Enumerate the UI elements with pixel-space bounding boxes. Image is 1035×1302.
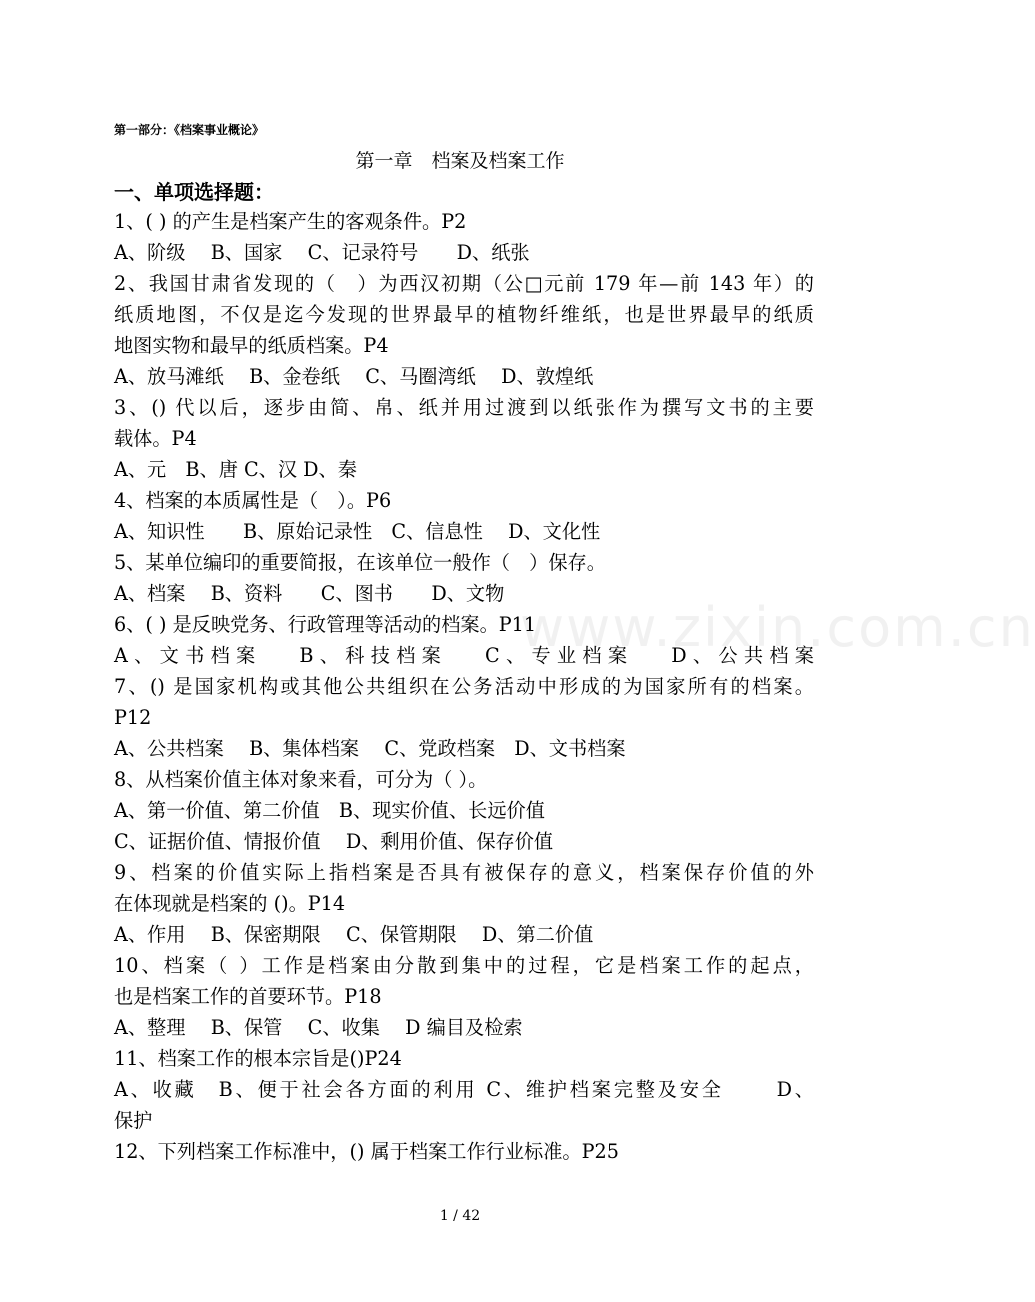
text-line: 保护 bbox=[114, 1109, 153, 1132]
text-line: A、整理 B、保管 C、收集 D 编目及检索 bbox=[114, 1016, 523, 1039]
part-heading: 第一部分：《档案事业概论》 bbox=[114, 123, 265, 137]
text-line: 2、我国甘肃省发现的（ ）为西汉初期（公□元前 179 年—前 143 年）的 bbox=[114, 272, 814, 295]
text-line: C、证据价值、情报价值 D、剩用价值、保存价值 bbox=[114, 830, 554, 853]
text-line: A、放马滩纸 B、金卷纸 C、马圈湾纸 D、敦煌纸 bbox=[114, 365, 594, 388]
text-line: A、档案 B、资料 C、图书 D、文物 bbox=[114, 582, 505, 605]
text-line: 12、下列档案工作标准中，() 属于档案工作行业标准。P25 bbox=[114, 1140, 619, 1163]
text-line: 1、( ) 的产生是档案产生的客观条件。P2 bbox=[114, 210, 467, 233]
text-line: A、阶级 B、国家 C、记录符号 D、纸张 bbox=[114, 241, 530, 264]
text-line: 7、() 是国家机构或其他公共组织在公务活动中形成的为国家所有的档案。 bbox=[114, 675, 814, 698]
chapter-title: 第一章 档案及档案工作 bbox=[355, 150, 565, 172]
text-line: 在体现就是档案的 ()。P14 bbox=[114, 892, 346, 915]
text-line: 地图实物和最早的纸质档案。P4 bbox=[114, 334, 389, 357]
text-line: 纸质地图，不仅是迄今发现的世界最早的植物纤维纸，也是世界最早的纸质 bbox=[114, 303, 814, 326]
text-line: 载体。P4 bbox=[114, 427, 197, 450]
text-line: A、第一价值、第二价值 B、现实价值、长远价值 bbox=[114, 799, 545, 822]
text-line: A、文书档案 B、科技档案 C、专业档案 D、公共档案 bbox=[114, 644, 814, 667]
section-heading: 一、单项选择题： bbox=[114, 180, 274, 204]
text-line: A、收藏 B、便于社会各方面的利用 C、维护档案完整及安全 D、 bbox=[114, 1078, 814, 1101]
text-line: 6、( ) 是反映党务、行政管理等活动的档案。P11 bbox=[114, 613, 537, 636]
text-line: P12 bbox=[114, 706, 152, 729]
text-line: 8、从档案价值主体对象来看，可分为（ ）。 bbox=[114, 768, 488, 791]
text-line: 9、档案的价值实际上指档案是否具有被保存的意义，档案保存价值的外 bbox=[114, 861, 814, 884]
question-body bbox=[114, 206, 814, 1167]
text-line: 也是档案工作的首要环节。P18 bbox=[114, 985, 382, 1008]
page-number: 1 / 42 bbox=[439, 1208, 481, 1224]
watermark: www.zixin.com.cn bbox=[520, 596, 1035, 659]
text-line: A、公共档案 B、集体档案 C、党政档案 D、文书档案 bbox=[114, 737, 626, 760]
text-line: 10、档案（ ）工作是档案由分散到集中的过程，它是档案工作的起点， bbox=[114, 954, 814, 977]
text-line: 4、档案的本质属性是（ ）。P6 bbox=[114, 489, 392, 512]
text-line: A、元 B、唐 C、汉 D、秦 bbox=[114, 458, 357, 481]
text-line: A、知识性 B、原始记录性 C、信息性 D、文化性 bbox=[114, 520, 601, 543]
text-line: 11、档案工作的根本宗旨是()P24 bbox=[114, 1047, 402, 1070]
text-line: 5、某单位编印的重要简报，在该单位一般作（ ）保存。 bbox=[114, 551, 606, 574]
text-line: 3、() 代以后，逐步由简、帛、纸并用过渡到以纸张作为撰写文书的主要 bbox=[114, 396, 814, 419]
text-line: A、作用 B、保密期限 C、保管期限 D、第二价值 bbox=[114, 923, 594, 946]
